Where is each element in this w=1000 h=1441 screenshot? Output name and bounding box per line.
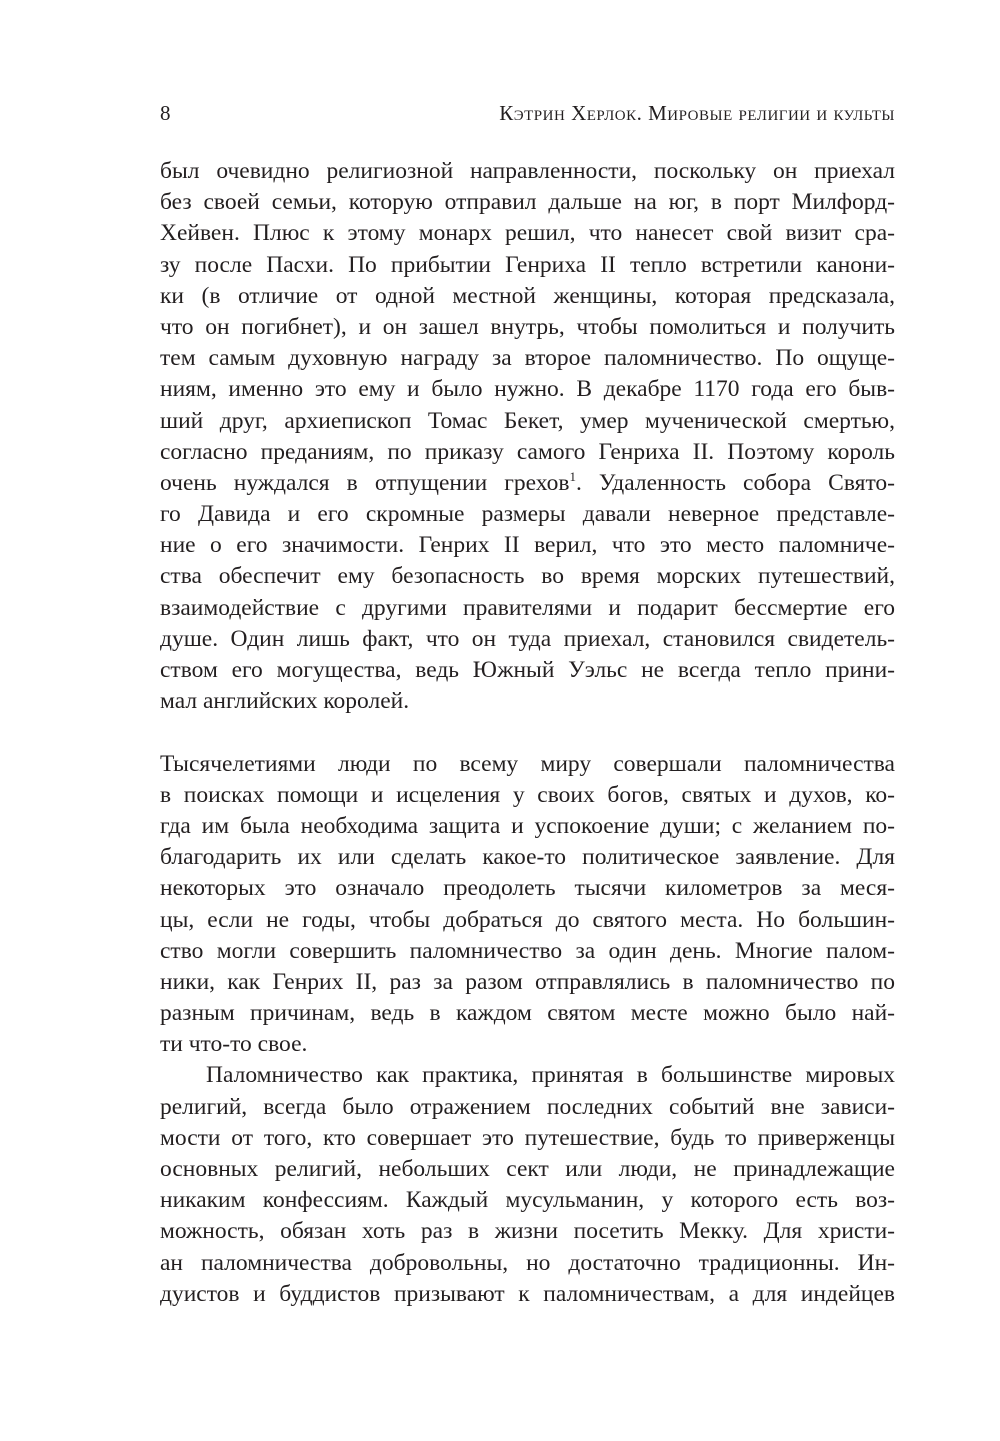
text-line: согласно преданиям, по приказу самого Генриха II. Поэтому король [160, 438, 895, 465]
text-line: гда им была необходима защита и успокоение души; с желанием по- [160, 812, 895, 839]
running-header [160, 101, 895, 129]
text-line: ки (в отличие от одной местной женщины, которая предсказала, [160, 282, 895, 309]
text-line: некоторых это означало преодолеть тысячи километров за меся- [160, 875, 895, 902]
text-line: Тысячелетиями люди по всему миру совершали паломничества [160, 750, 895, 777]
running-title: Кэтрин Херлок. Мировые религии и культы [499, 101, 895, 125]
paragraph-3 [160, 1060, 895, 1310]
text-line: дуистов и буддистов призывают к паломничествам, а для индейцев [160, 1280, 895, 1307]
page-number: 8 [160, 101, 171, 125]
text-line: ством его могущества, ведь Южный Уэльс не всегда тепло прини- [160, 657, 895, 683]
footnote-ref[interactable]: 1 [569, 469, 576, 485]
text-line: ства обеспечит ему безопасность во время морских путешествий, [160, 563, 895, 590]
text-line: ший друг, архиепископ Томас Бекет, умер мученической смертью, [160, 407, 895, 434]
text-line: ан паломничества добровольны, но достаточно традиционны. Ин- [160, 1249, 895, 1276]
section-break [160, 717, 895, 748]
text-line: ниям, именно это ему и было нужно. В декабре 1170 года его быв- [160, 376, 895, 403]
paragraph-2 [160, 749, 895, 1061]
text-line: Паломничество как практика, принятая в большинстве мировых [206, 1062, 895, 1089]
text-line: ти что-то свое. [160, 1031, 308, 1058]
text-line: что он погибнет), и он зашел внутрь, чтобы помолиться и получить [160, 313, 895, 340]
text-line: зу после Пасхи. По прибытии Генриха II тепло встретили канони- [160, 251, 895, 278]
text-segment: . Удаленность собора Свято- [575, 469, 895, 496]
text-line: без своей семьи, которую отправил дальше на юг, в порт Милфорд- [160, 189, 895, 216]
text-segment: очень нуждался в отпущении грехов [160, 469, 570, 496]
text-line: мал английских королей. [160, 688, 410, 715]
text-line: душе. Один лишь факт, что он туда приехал, становился свидетель- [160, 625, 895, 652]
text-line: Хейвен. Плюс к этому монарх решил, что нанесет свой визит сра- [160, 220, 895, 247]
text-line-with-footnote [160, 468, 895, 499]
text-line: в поисках помощи и исцеления у своих богов, святых и духов, ко- [160, 781, 895, 808]
text-line: религий, всегда было отражением последних событий вне зависи- [160, 1093, 895, 1120]
text-line: цы, если не годы, чтобы добраться до святого места. Но большин- [160, 906, 895, 933]
text-line: можность, обязан хоть раз в жизни посетить Мекку. Для христи- [160, 1218, 895, 1245]
text-line: разным причинам, ведь в каждом святом месте можно было най- [160, 1000, 895, 1027]
text-line: благодарить их или сделать какое-то политическое заявление. Для [160, 844, 895, 871]
text-line: был очевидно религиозной направленности, поскольку он приехал [160, 158, 895, 184]
text-line: ство могли совершить паломничество за один день. Многие палом- [160, 937, 895, 964]
text-line: взаимодействие с другими правителями и подарит бессмертие его [160, 594, 895, 621]
text-line: го Давида и его скромные размеры давали неверное представле- [160, 501, 895, 528]
text-line: ники, как Генрих II, раз за разом отправлялись в паломничество по [160, 968, 895, 995]
text-line: мости от того, кто совершает это путешествие, будь то приверженцы [160, 1124, 895, 1151]
text-line: ние о его значимости. Генрих II верил, что это место паломниче- [160, 532, 895, 559]
paragraph-1 [160, 156, 895, 717]
text-line: никаким конфессиям. Каждый мусульманин, у которого есть воз- [160, 1187, 895, 1214]
text-line: тем самым духовную награду за второе паломничество. По ощуще- [160, 345, 895, 372]
page-body [160, 156, 895, 1310]
text-line: основных религий, небольших сект или люди, не принадлежащие [160, 1156, 895, 1182]
